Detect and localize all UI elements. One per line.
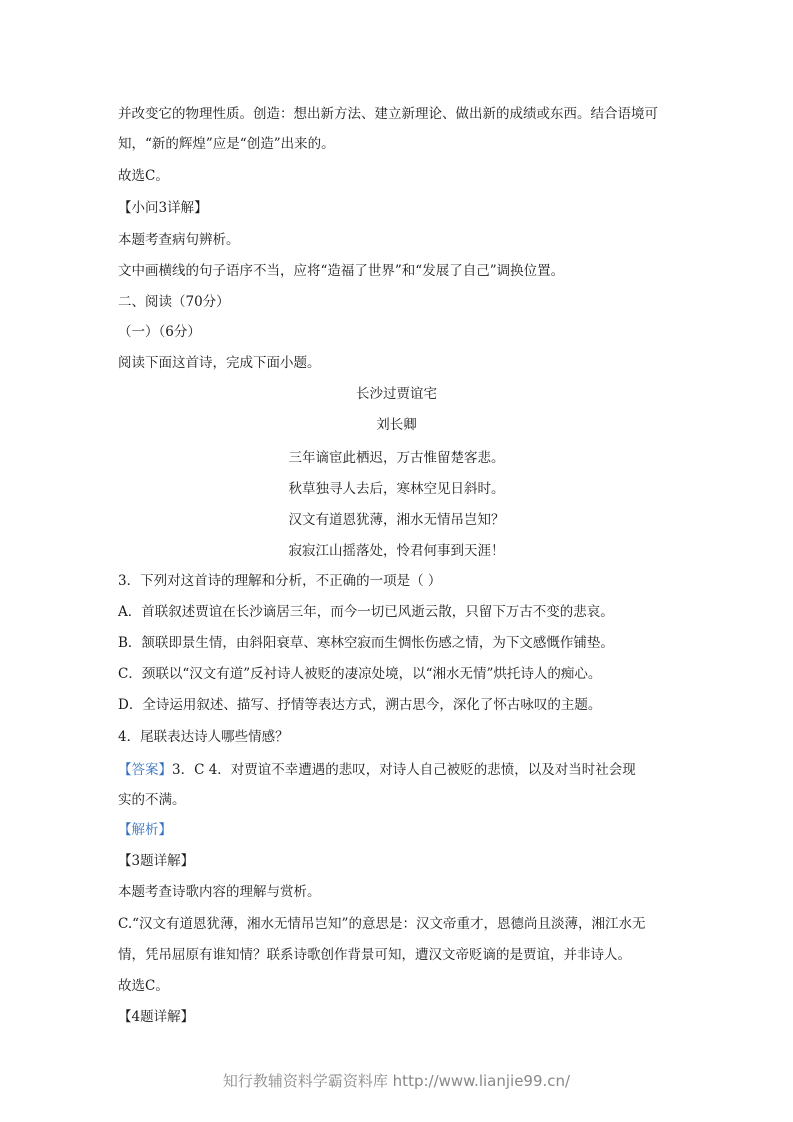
poem-line: 秋草独寻人去后，寒林空见日斜时。	[288, 481, 505, 497]
poem-line: 汉文有道恩犹薄，湘水无情吊岂知？	[288, 512, 505, 528]
answer-line	[118, 760, 636, 780]
poem-line: 寂寂江山摇落处，怜君何事到天涯！	[288, 543, 505, 559]
option-c: C．颈联以“汉文有道”反衬诗人被贬的凄凉处境，以“湘水无情”烘托诗人的痴心。	[118, 666, 602, 682]
paragraph-line: C.“汉文有道恩犹薄，湘水无情吊岂知”的意思是：汉文帝重才，恩德尚且淡薄，湘江水无	[118, 916, 646, 932]
section-heading: 【小问3详解】	[118, 200, 208, 216]
option-d: D．全诗运用叙述、描写、抒情等表达方式，溯古思今，深化了怀古咏叹的主题。	[118, 697, 602, 713]
section-heading: 二、阅读（70分）	[118, 294, 230, 310]
paragraph-line: 故选C。	[118, 978, 169, 994]
subsection-heading: （一）（6分）	[118, 324, 201, 340]
paragraph-line: 知，“新的辉煌”应是“创造”出来的。	[118, 136, 335, 152]
question-stem: 4．尾联表达诗人哪些情感？	[118, 729, 289, 745]
poem-author: 刘长卿	[376, 417, 417, 433]
paragraph-line: 故选C。	[118, 168, 169, 184]
footer-watermark: 知行教辅资料学霸资料库 http://www.lianjie99.cn/	[222, 1072, 571, 1090]
section-heading: 【3题详解】	[118, 853, 195, 869]
option-b: B．颔联即景生情，由斜阳衰草、寒林空寂而生惆怅伤感之情，为下文感慨作铺垫。	[118, 635, 614, 651]
paragraph-line: 本题考查诗歌内容的理解与赏析。	[118, 884, 321, 900]
paragraph-line: 文中画横线的句子语序不当，应将“造福了世界”和“发展了自己”调换位置。	[118, 263, 565, 279]
question-stem: 3．下列对这首诗的理解和分析，不正确的一项是（ ）	[118, 573, 442, 589]
analysis-tag: 【解析】	[118, 822, 172, 838]
answer-text: 3．C 4．对贾谊不幸遭遇的悲叹，对诗人自己被贬的悲愤，以及对当时社会现	[172, 762, 636, 778]
section-heading: 【4题详解】	[118, 1009, 195, 1025]
answer-line-2: 实的不满。	[118, 792, 186, 808]
poem-line: 三年谪宦此栖迟，万古惟留楚客悲。	[288, 450, 505, 466]
paragraph-line: 并改变它的物理性质。创造：想出新方法、建立新理论、做出新的成绩或东西。结合语境可	[118, 106, 658, 122]
instruction-line: 阅读下面这首诗，完成下面小题。	[118, 355, 321, 371]
option-a: A．首联叙述贾谊在长沙谪居三年，而今一切已风逝云散，只留下万古不变的悲哀。	[118, 604, 614, 620]
paragraph-line: 情，凭吊屈原有谁知情？联系诗歌创作背景可知，遭汉文帝贬谪的是贾谊，并非诗人。	[118, 947, 631, 963]
answer-tag: 【答案】	[118, 762, 172, 778]
paragraph-line: 本题考查病句辨析。	[118, 232, 240, 248]
poem-title: 长沙过贾谊宅	[356, 386, 437, 402]
